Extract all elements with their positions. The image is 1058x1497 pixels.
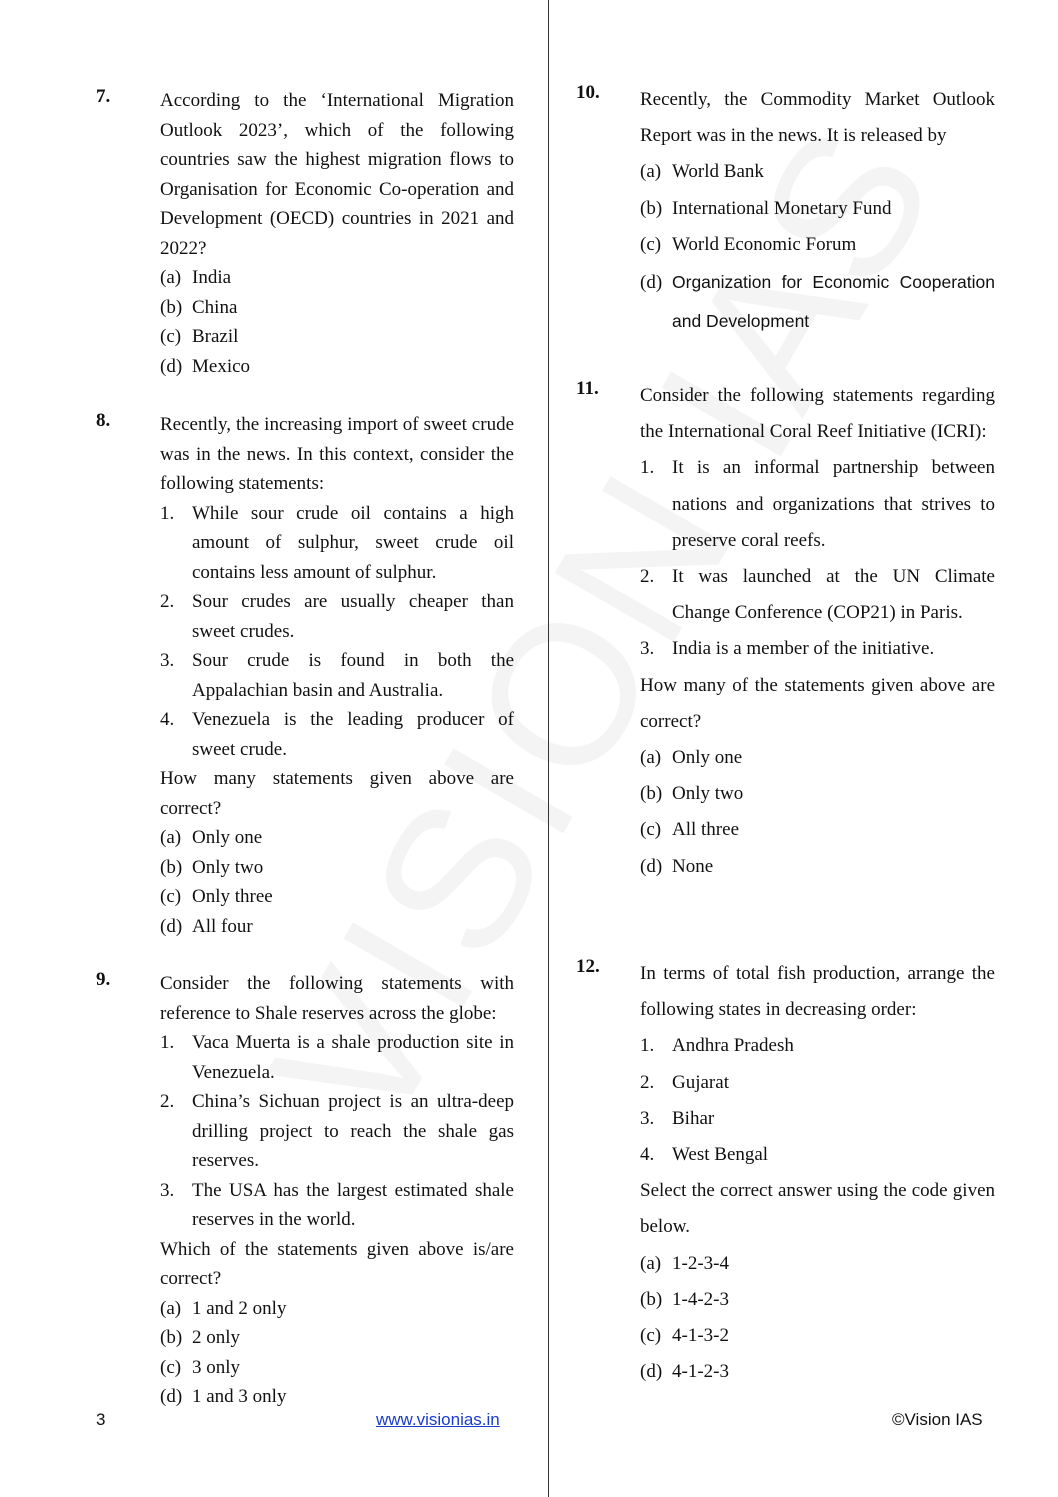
option-b[interactable] <box>160 1323 514 1353</box>
option-d[interactable] <box>160 352 514 382</box>
column-divider <box>548 0 549 1497</box>
statement-label: 3. <box>160 1179 175 1201</box>
option-label: (a) <box>640 1252 662 1274</box>
option-c[interactable] <box>640 812 995 848</box>
question-number: 10. <box>576 82 600 103</box>
question-text: In terms of total fish production, arrange the following states in decreasing order: <box>640 963 995 1021</box>
option-c[interactable] <box>160 882 514 912</box>
option-label: (b) <box>640 1288 663 1310</box>
statement-4 <box>160 705 514 764</box>
option-text: Only one <box>672 747 743 769</box>
option-b[interactable] <box>640 191 995 227</box>
statement-1 <box>160 499 514 588</box>
statement-label: 4. <box>160 709 175 730</box>
statement-label: 1. <box>160 502 175 524</box>
option-b[interactable] <box>160 853 514 883</box>
statement-4 <box>640 1137 995 1173</box>
option-text: Mexico <box>192 355 251 377</box>
option-label: (b) <box>160 856 183 878</box>
option-text: 1 and 3 only <box>192 1386 287 1407</box>
option-text: Organization for Economic Cooperation and Development <box>672 272 995 332</box>
option-a[interactable] <box>160 263 514 293</box>
option-label: (d) <box>160 915 183 937</box>
statement-1 <box>640 450 995 559</box>
option-text: 4-1-2-3 <box>672 1361 729 1383</box>
question-prompt: Which of the statements given above is/are correct? <box>160 1238 514 1289</box>
option-text: Brazil <box>192 326 239 347</box>
option-text: World Economic Forum <box>672 233 857 255</box>
question-text: According to the ‘International Migration Outlook 2023’, which of the following countries saw the highest migration flows to Organisation for Economic Co-operation and Development (OECD) countries in 2021 and 2022? <box>160 90 514 259</box>
statement-label: 3. <box>640 1107 655 1129</box>
option-a[interactable] <box>160 823 514 853</box>
option-label: (a) <box>160 267 182 288</box>
option-a[interactable] <box>640 1246 995 1282</box>
statement-2 <box>640 1065 995 1101</box>
statement-3 <box>640 631 995 667</box>
option-a[interactable] <box>640 740 995 776</box>
statement-text: West Bengal <box>672 1144 769 1166</box>
statement-1 <box>160 1028 514 1087</box>
option-label: (a) <box>160 1297 182 1319</box>
statement-text: Andhra Pradesh <box>672 1035 794 1057</box>
website-link-wrap <box>376 1410 500 1430</box>
statement-text: While sour crude oil contains a high amount of sulphur, sweet crude oil contains less amount of sulphur. <box>192 502 514 583</box>
option-label: (c) <box>160 326 182 347</box>
statement-text: The USA has the largest estimated shale reserves in the world. <box>192 1179 514 1230</box>
statement-2 <box>160 587 514 646</box>
option-d[interactable] <box>160 912 514 942</box>
option-text: All four <box>192 915 253 937</box>
option-text: China <box>192 296 238 318</box>
option-label: (a) <box>160 827 182 848</box>
option-label: (c) <box>160 1356 182 1378</box>
question-number: 7. <box>96 86 111 107</box>
option-label: (c) <box>160 886 182 907</box>
statement-text: Sour crude is found in both the Appalachian basin and Australia. <box>192 650 514 701</box>
brand-footer: ©Vision IAS <box>892 1410 983 1429</box>
option-label: (a) <box>640 161 662 183</box>
option-b[interactable] <box>640 1282 995 1318</box>
statement-label: 1. <box>640 1035 655 1057</box>
option-label: (c) <box>640 819 662 841</box>
question-text: Recently, the increasing import of sweet crude was in the news. In this context, consider the following statements: <box>160 414 514 494</box>
statement-label: 2. <box>160 1091 175 1112</box>
option-text: 1-4-2-3 <box>672 1288 729 1310</box>
statement-text: Sour crudes are usually cheaper than sweet crudes. <box>192 591 514 642</box>
option-text: India <box>192 267 232 288</box>
option-text: 3 only <box>192 1356 241 1378</box>
option-c[interactable] <box>640 1318 995 1354</box>
option-c[interactable] <box>160 1353 514 1383</box>
option-a[interactable] <box>640 154 995 190</box>
statement-label: 1. <box>640 457 655 479</box>
option-text: International Monetary Fund <box>672 197 892 219</box>
statement-2 <box>160 1087 514 1176</box>
question-number: 11. <box>576 378 599 399</box>
option-label: (d) <box>640 272 663 294</box>
option-label: (b) <box>160 1327 183 1348</box>
option-text: 1 and 2 only <box>192 1297 287 1319</box>
statement-label: 2. <box>640 1071 655 1093</box>
question-text: Consider the following statements with reference to Shale reserves across the globe: <box>160 973 514 1024</box>
question-prompt: How many of the statements given above are correct? <box>640 674 995 732</box>
option-label: (b) <box>160 296 183 318</box>
option-label: (b) <box>640 783 663 805</box>
option-c[interactable] <box>160 322 514 352</box>
option-text: None <box>672 855 714 877</box>
statement-3 <box>160 646 514 705</box>
option-text: World Bank <box>672 161 764 183</box>
statement-text: China’s Sichuan project is an ultra-deep drilling project to reach the shale gas reserves. <box>192 1091 514 1171</box>
statement-text: India is a member of the initiative. <box>672 638 935 660</box>
option-text: Only three <box>192 886 273 907</box>
option-label: (a) <box>640 747 662 769</box>
option-d[interactable] <box>640 849 995 885</box>
option-text: 1-2-3-4 <box>672 1252 729 1274</box>
page-number: 3 <box>96 1410 106 1429</box>
option-label: (d) <box>160 355 183 377</box>
option-b[interactable] <box>640 776 995 812</box>
statement-text: Bihar <box>672 1107 715 1129</box>
statement-text: It was launched at the UN Climate Change Conference (COP21) in Paris. <box>672 566 995 624</box>
statement-label: 2. <box>640 566 655 588</box>
option-b[interactable] <box>160 293 514 323</box>
option-text: Only two <box>192 856 264 878</box>
option-text: All three <box>672 819 740 841</box>
option-label: (d) <box>160 1386 183 1407</box>
question-number: 12. <box>576 956 600 977</box>
statement-text: Gujarat <box>672 1071 729 1093</box>
statement-label: 3. <box>160 650 175 671</box>
statement-2 <box>640 559 995 631</box>
statement-text: It is an informal partnership between nations and organizations that strives to preserve coral reefs. <box>672 457 995 551</box>
question-prompt: Select the correct answer using the code given below. <box>640 1180 995 1238</box>
question-number: 9. <box>96 969 111 990</box>
option-label: (d) <box>640 1361 663 1383</box>
statement-1 <box>640 1028 995 1064</box>
option-label: (d) <box>640 855 663 877</box>
question-text: Recently, the Commodity Market Outlook Report was in the news. It is released by <box>640 89 995 147</box>
option-c[interactable] <box>640 227 995 263</box>
option-d[interactable] <box>160 1382 514 1412</box>
statement-label: 4. <box>640 1144 655 1166</box>
option-label: (c) <box>640 1325 662 1347</box>
option-text: Only two <box>672 783 744 805</box>
option-label: (b) <box>640 197 663 219</box>
option-d[interactable] <box>640 1354 995 1390</box>
option-label: (c) <box>640 233 662 255</box>
statement-3 <box>160 1176 514 1235</box>
option-a[interactable] <box>160 1294 514 1324</box>
statement-label: 3. <box>640 638 655 660</box>
statement-label: 2. <box>160 591 175 612</box>
question-text: Consider the following statements regarding the International Coral Reef Initiative (ICRI): <box>640 385 995 443</box>
option-text: 2 only <box>192 1327 241 1348</box>
question-number: 8. <box>96 410 111 431</box>
option-text: 4-1-3-2 <box>672 1325 729 1347</box>
website-link[interactable]: www.visionias.in <box>376 1410 500 1429</box>
statement-text: Venezuela is the leading producer of sweet crude. <box>192 709 514 760</box>
option-text: Only one <box>192 827 263 848</box>
statement-text: Vaca Muerta is a shale production site in Venezuela. <box>192 1032 514 1083</box>
option-d[interactable] <box>640 263 995 341</box>
question-prompt: How many statements given above are correct? <box>160 768 514 819</box>
statement-3 <box>640 1101 995 1137</box>
statement-label: 1. <box>160 1032 175 1053</box>
